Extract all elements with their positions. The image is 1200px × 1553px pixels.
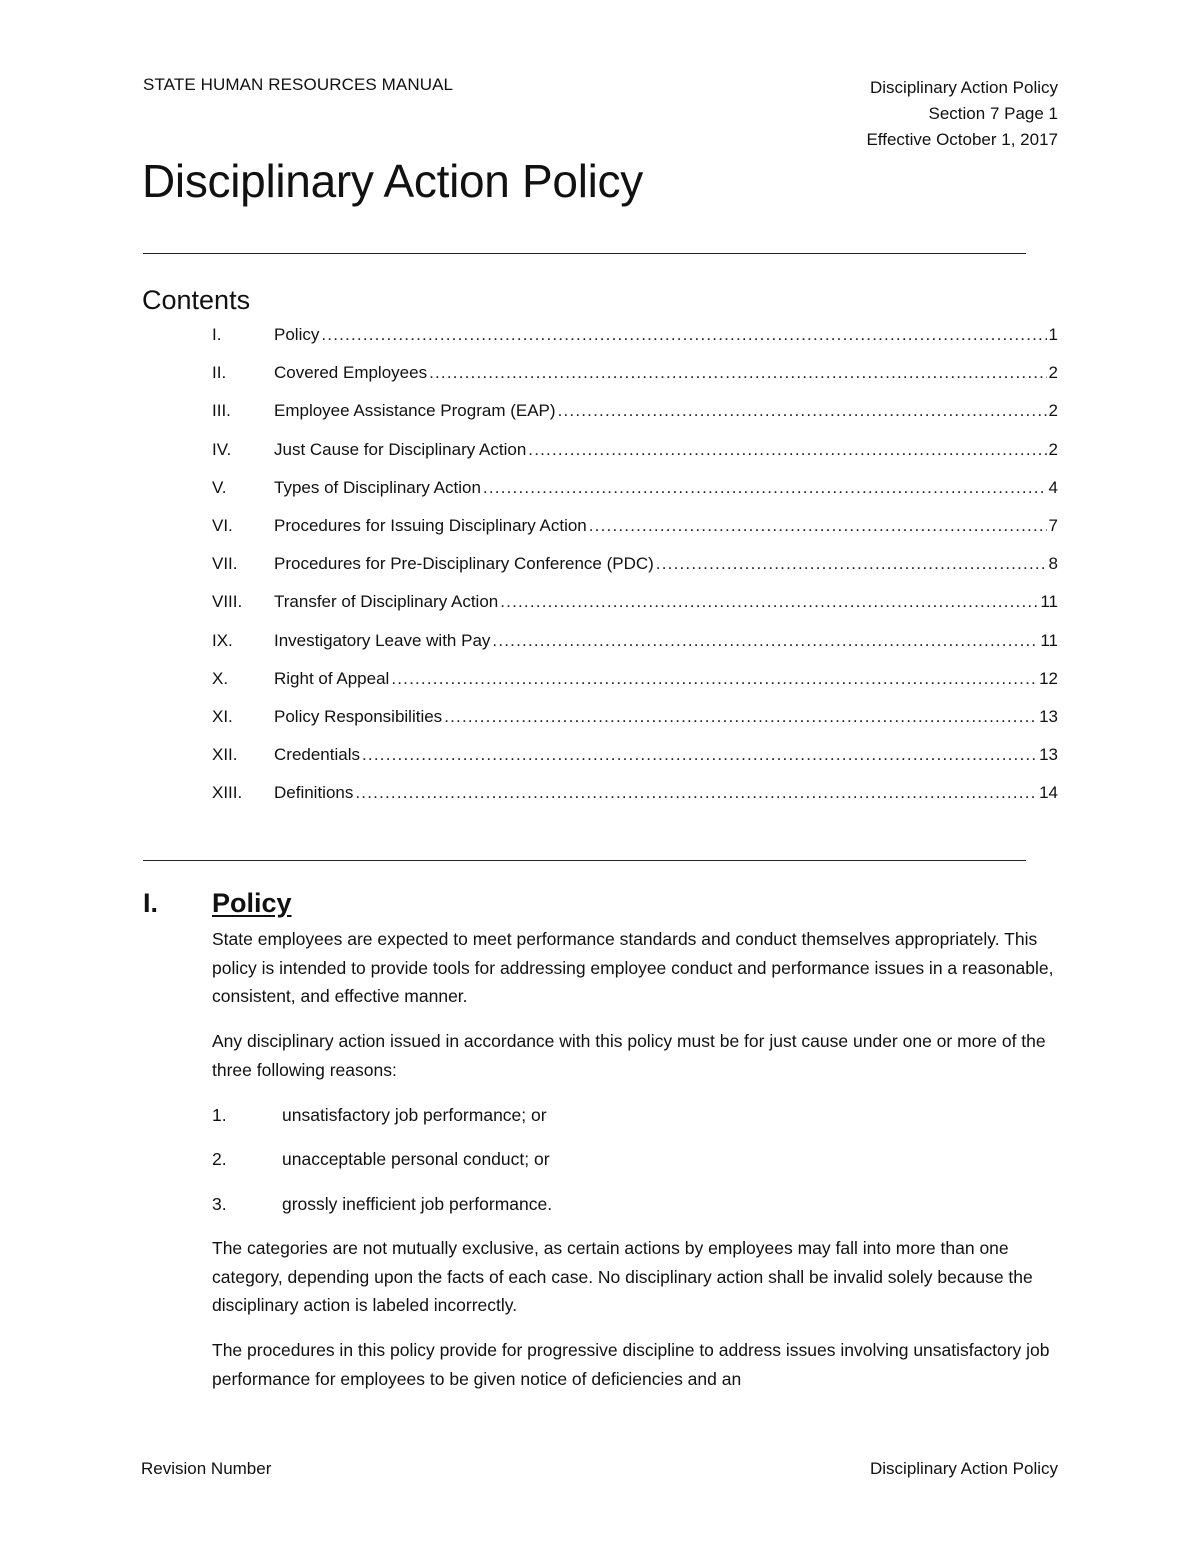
toc-entry-label: Just Cause for Disciplinary Action (274, 439, 527, 459)
toc-leader-dots (362, 745, 1037, 765)
toc-entry-page: 11 (1040, 592, 1058, 612)
list-item-text: grossly inefficient job performance. (282, 1193, 553, 1214)
list-item-number: 1. (212, 1104, 227, 1125)
header-policy-name: Disciplinary Action Policy (869, 78, 1058, 97)
toc-entry-page: 13 (1039, 745, 1058, 765)
toc-entry-number: XIII. (212, 783, 243, 803)
toc-leader-dots (528, 440, 1046, 460)
list-item-text: unsatisfactory job performance; or (282, 1104, 547, 1125)
header-effective-date: Effective October 1, 2017 (866, 130, 1058, 149)
header-info (866, 75, 1058, 153)
document-title: Disciplinary Action Policy (142, 155, 643, 207)
toc-leader-dots (429, 363, 1046, 383)
toc-entry[interactable] (212, 440, 1058, 478)
paragraph: The categories are not mutually exclusive, as certain actions by employees may fall into more than one category, depending upon the facts of each case. No disciplinary action shall be invalid solely because the disciplinary action is labeled incorrectly. (212, 1238, 1033, 1316)
section-title: Policy (212, 888, 292, 918)
contents-heading: Contents (142, 285, 251, 315)
toc-entry-page: 14 (1039, 783, 1058, 803)
toc-entry-label: Transfer of Disciplinary Action (274, 592, 499, 612)
toc-leader-dots (500, 592, 1038, 612)
toc-entry[interactable] (212, 554, 1058, 592)
toc-leader-dots (492, 631, 1038, 651)
toc-entry-label: Right of Appeal (274, 668, 390, 688)
list-item (212, 1190, 1060, 1235)
footer-revision: Revision Number (141, 1459, 272, 1478)
toc-entry-number: XI. (212, 706, 233, 726)
toc-entry-number: VI. (212, 515, 233, 535)
toc-entry[interactable] (212, 669, 1058, 707)
toc-entry-page: 4 (1048, 477, 1058, 497)
footer-policy-name: Disciplinary Action Policy (869, 1459, 1058, 1478)
toc-entry-page: 11 (1040, 630, 1058, 650)
section-body (212, 925, 1060, 1410)
toc-entry-label: Credentials (274, 745, 360, 765)
toc-entry-number: XII. (212, 745, 238, 765)
toc-entry[interactable] (212, 478, 1058, 516)
toc-entry-number: X. (212, 668, 229, 688)
toc-entry[interactable] (212, 745, 1058, 783)
list-item (212, 1145, 1060, 1190)
toc-entry-label: Investigatory Leave with Pay (274, 630, 491, 650)
paragraph: Any disciplinary action issued in accordance with this policy must be for just cause under one or more of the three following reasons: (212, 1031, 1046, 1080)
toc-entry[interactable] (212, 401, 1058, 439)
list-item (212, 1101, 1060, 1146)
toc-entry[interactable] (212, 783, 1058, 821)
list-item-number: 3. (212, 1193, 227, 1214)
toc-entry-page: 8 (1048, 554, 1058, 574)
toc-entry-label: Employee Assistance Program (EAP) (274, 401, 556, 421)
title-divider (143, 253, 1026, 254)
table-of-contents (212, 325, 1058, 821)
list-item-number: 2. (212, 1149, 227, 1170)
section-heading-policy (143, 888, 292, 919)
toc-entry[interactable] (212, 363, 1058, 401)
toc-entry-number: VIII. (212, 592, 243, 612)
toc-entry-label: Covered Employees (274, 363, 428, 383)
toc-entry-page: 12 (1039, 668, 1058, 688)
list-item-text: unacceptable personal conduct; or (282, 1149, 550, 1170)
toc-leader-dots (656, 554, 1047, 574)
toc-entry-page: 2 (1048, 363, 1058, 383)
header-section-page: Section 7 Page 1 (928, 104, 1058, 123)
toc-leader-dots (483, 478, 1047, 498)
toc-leader-dots (589, 516, 1047, 536)
toc-entry-page: 7 (1048, 515, 1058, 535)
toc-leader-dots (355, 783, 1037, 803)
toc-entry-number: IX. (212, 630, 233, 650)
reasons-list (212, 1101, 1060, 1235)
toc-entry-label: Definitions (274, 783, 354, 803)
toc-entry[interactable] (212, 707, 1058, 745)
toc-entry-label: Types of Disciplinary Action (274, 477, 481, 497)
toc-entry-number: VII. (212, 554, 238, 574)
header-manual-name: STATE HUMAN RESOURCES MANUAL (143, 75, 454, 94)
section-number: I. (143, 888, 159, 918)
paragraph: The procedures in this policy provide for progressive discipline to address issues involving unsatisfactory job performance for employees to be given notice of deficiencies and an (212, 1340, 1050, 1389)
toc-entry-number: I. (212, 325, 222, 344)
toc-entry-page: 2 (1048, 439, 1058, 459)
toc-entry-label: Procedures for Pre-Disciplinary Conference (PDC) (274, 554, 654, 574)
toc-entry-label: Policy Responsibilities (274, 706, 443, 726)
toc-entry-label: Procedures for Issuing Disciplinary Action (274, 515, 587, 535)
toc-leader-dots (444, 707, 1037, 727)
toc-entry-page: 1 (1048, 325, 1058, 344)
toc-entry-number: IV. (212, 439, 232, 459)
toc-entry[interactable] (212, 592, 1058, 630)
toc-entry[interactable] (212, 631, 1058, 669)
toc-entry-number: III. (212, 401, 231, 421)
paragraph: State employees are expected to meet performance standards and conduct themselves appropriately. This policy is intended to provide tools for addressing employee conduct and performance issues in a reasonable, consistent, and effective manner. (212, 929, 1054, 1007)
toc-entry[interactable] (212, 516, 1058, 554)
contents-divider (143, 860, 1026, 861)
toc-entry-number: II. (212, 363, 227, 383)
toc-entry-page: 13 (1039, 706, 1058, 726)
toc-entry-number: V. (212, 477, 227, 497)
toc-leader-dots (391, 669, 1037, 689)
toc-entry[interactable] (212, 325, 1058, 363)
toc-leader-dots (321, 325, 1046, 345)
toc-entry-page: 2 (1048, 401, 1058, 421)
toc-leader-dots (558, 401, 1047, 421)
toc-entry-label: Policy (274, 325, 320, 344)
